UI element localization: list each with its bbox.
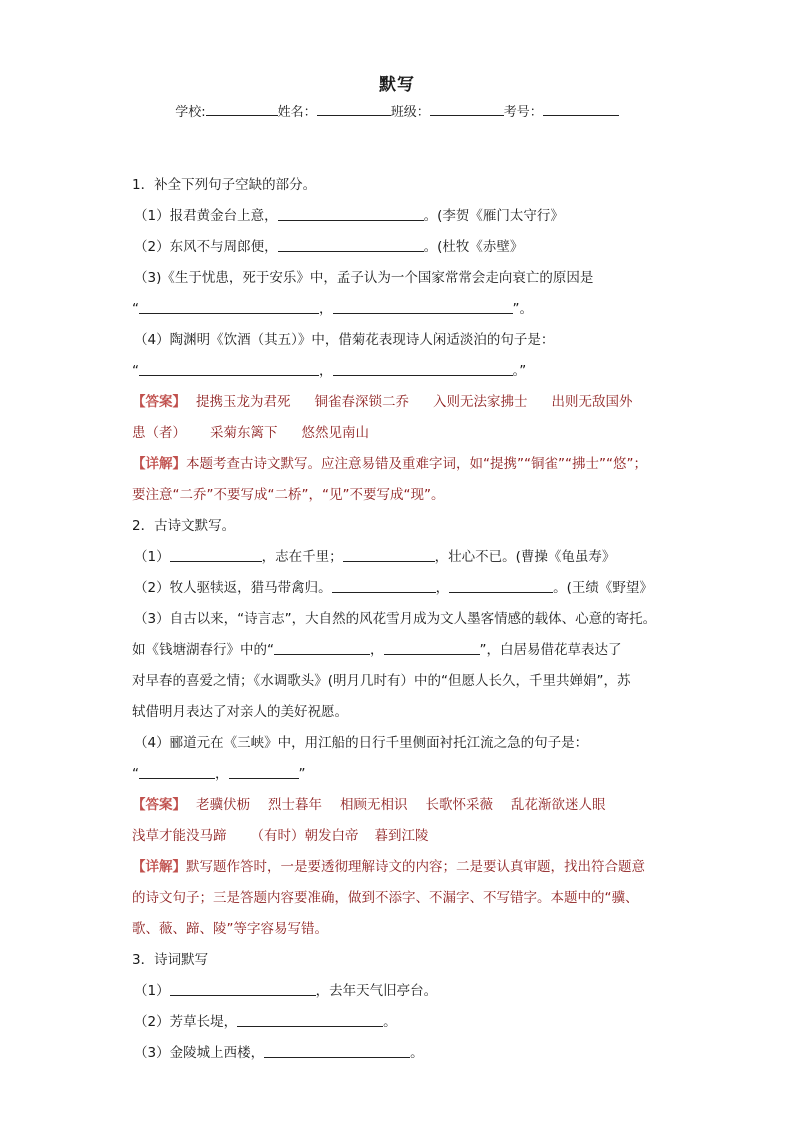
- q3-item-1-num: （1）: [134, 983, 170, 999]
- number-blank[interactable]: [543, 103, 619, 116]
- q2-answer-3: 相顾无相识: [340, 797, 408, 813]
- q1-answer-cont: [132, 418, 672, 449]
- period: 。: [383, 1014, 397, 1030]
- q2-answer-6: 浅草才能没马蹄: [132, 828, 227, 844]
- q1-answer-6: 采菊东篱下: [210, 425, 278, 441]
- name-label: 姓名：: [277, 105, 317, 120]
- q3-item-1: [132, 976, 672, 1007]
- q2-detail-text-1: 默写题作答时，一是要透彻理解诗文的内容；二是要认真审题，找出符合题意: [186, 859, 645, 875]
- open-quote: “: [132, 363, 139, 379]
- q3-item-3: [132, 1038, 672, 1069]
- q2-answer-1: 老骥伏枥: [196, 797, 250, 813]
- q1-item-3-blanks: [132, 294, 672, 325]
- q1-item-2-blank[interactable]: [278, 237, 424, 252]
- q2-item-3-blank-a[interactable]: [274, 640, 370, 655]
- questions: [132, 170, 672, 1069]
- q1-item-2: [132, 232, 672, 263]
- q2-item-1-source: ，壮心不已。(曹操《龟虽寿》: [434, 549, 616, 565]
- comma: ，: [370, 642, 384, 658]
- q2-detail-text-2: 的诗文句子；三是答题内容要准确，做到不添字、不漏字、不写错字。本题中的“骥、: [132, 890, 639, 906]
- q2-item-3-text-a: 如《钱塘湖春行》中的“: [132, 642, 274, 658]
- q1-item-3-blank-b[interactable]: [333, 299, 513, 314]
- q3-heading: 3．诗词默写: [132, 952, 209, 968]
- q1-item-2-text: （2）东风不与周郎便，: [134, 239, 278, 255]
- q2-item-1-blank-b[interactable]: [343, 547, 435, 562]
- q3-item-1-text: ，去年天气旧亭台。: [315, 983, 438, 999]
- detail-label: 【详解】: [132, 456, 186, 472]
- q2-item-4-blank-a[interactable]: [139, 764, 215, 779]
- q1-item-4-text: （4）陶渊明《饮酒（其五）》中，借菊花表现诗人闲适淡泊的句子是：: [134, 332, 555, 348]
- q2-item-1-num: （1）: [134, 549, 170, 565]
- q2-item-2-text: （2）牧人驱犊返，猎马带禽归。: [134, 580, 332, 596]
- school-blank[interactable]: [206, 103, 278, 116]
- q2-item-2-blank-b[interactable]: [449, 578, 553, 593]
- q2-answer-5: 乱花渐欲迷人眼: [511, 797, 606, 813]
- number-label: 考号：: [503, 105, 543, 120]
- q2-answer-8: 暮到江陵: [374, 828, 429, 844]
- detail-label: 【详解】: [132, 859, 186, 875]
- q1-detail-text-2: 要注意“二乔”不要写成“二桥”，“见”不要写成“现”。: [132, 487, 445, 503]
- q1-answer: [132, 387, 672, 418]
- answer-label: 【答案】: [132, 797, 186, 813]
- period: 。: [410, 1045, 424, 1061]
- q1-item-4-blank-a[interactable]: [139, 361, 319, 376]
- q2-answer: [132, 790, 672, 821]
- q2-answer-cont: [132, 821, 672, 852]
- q3-item-1-blank[interactable]: [170, 981, 316, 996]
- q1-item-4-blanks: [132, 356, 672, 387]
- q3-item-3-text: （3）金陵城上西楼，: [134, 1045, 265, 1061]
- q2-item-2-blank-a[interactable]: [332, 578, 436, 593]
- q1-answer-3: 入则无法家拂士: [433, 394, 528, 410]
- q1-answer-1: 提携玉龙为君死: [196, 394, 291, 410]
- q1-answer-4: 出则无敌国外: [551, 394, 633, 410]
- class-label: 班级：: [390, 105, 430, 120]
- q1-answer-5: 患（者）: [132, 425, 186, 441]
- answer-label: 【答案】: [132, 394, 186, 410]
- q2-item-4-text: （4）郦道元在《三峡》中，用江船的日行千里侧面衬托江流之急的句子是：: [134, 735, 589, 751]
- q2-item-3-line-3: 对早春的喜爱之情；《水调歌头》(明月几时有）中的“但愿人长久，千里共婵娟”，苏: [132, 673, 631, 689]
- page-title: 默写: [379, 75, 415, 95]
- q2-item-3-blank-b[interactable]: [384, 640, 480, 655]
- comma: ，: [435, 580, 450, 596]
- q1-item-1-blank[interactable]: [278, 206, 424, 221]
- q1-item-3-blank-a[interactable]: [139, 299, 319, 314]
- open-quote: “: [132, 301, 139, 317]
- q1-item-2-source: 。(杜牧《赤壁》: [423, 239, 524, 255]
- comma: ，: [319, 363, 333, 379]
- q1-item-1-text: （1）报君黄金台上意，: [134, 208, 278, 224]
- q1-item-1-source: 。(李贺《雁门太守行》: [423, 208, 564, 224]
- open-quote: “: [132, 766, 139, 782]
- q1-item-4-blank-b[interactable]: [333, 361, 513, 376]
- class-blank[interactable]: [430, 103, 504, 116]
- q2-item-2-source: 。(王绩《野望》: [553, 580, 653, 596]
- close-quote: 。”: [512, 363, 527, 379]
- q2-item-2: [132, 573, 672, 604]
- close-quote: ”: [298, 766, 306, 782]
- q1-heading: 1．补全下列句子空缺的部分。: [132, 177, 317, 193]
- q2-item-4-blanks: [132, 759, 672, 790]
- q1-answer-2: 铜雀春深锁二乔: [314, 394, 409, 410]
- q1-detail-text-1: 本题考查古诗文默写。应注意易错及重难字词，如“提携”“铜雀”“拂士”“悠”；: [186, 456, 647, 472]
- q2-heading: 2．古诗文默写。: [132, 518, 236, 534]
- comma: ，: [319, 301, 333, 317]
- q2-answer-2: 烈士暮年: [268, 797, 322, 813]
- q3-item-3-blank[interactable]: [264, 1043, 410, 1058]
- q1-detail: [132, 449, 672, 480]
- comma: ，: [215, 766, 229, 782]
- q2-item-1: [132, 542, 672, 573]
- q2-item-3-text-b: ”，白居易借花草表达了: [479, 642, 622, 658]
- q1-answer-7: 悠然见南山: [301, 425, 369, 441]
- q2-item-3-line-2: [132, 635, 672, 666]
- q2-answer-7: （有时）朝发白帝: [250, 828, 359, 844]
- q3-item-2-blank[interactable]: [237, 1012, 383, 1027]
- q1-item-3-text: （3)《生于忧患，死于安乐》中，孟子认为一个国家常常会走向衰亡的原因是: [134, 270, 594, 286]
- q2-detail-text-3: 歌、薇、蹄、陵”等字容易写错。: [132, 921, 328, 937]
- q2-item-3-line-1: （3）自古以来，“诗言志”，大自然的风花雪月成为文人墨客情感的载体、心意的寄托。: [134, 611, 657, 627]
- q2-item-1-blank-a[interactable]: [170, 547, 262, 562]
- q1-item-1: [132, 201, 672, 232]
- q2-item-3-line-4: 轼借明月表达了对亲人的美好祝愿。: [132, 704, 348, 720]
- name-blank[interactable]: [317, 103, 391, 116]
- q2-detail: [132, 852, 672, 883]
- student-info-row: [0, 101, 794, 120]
- q3-item-2-text: （2）芳草长堤，: [134, 1014, 238, 1030]
- school-label: 学校:: [175, 105, 206, 120]
- q2-item-1-text: ，志在千里；: [261, 549, 343, 565]
- close-quote: ”。: [512, 301, 533, 317]
- q2-answer-4: 长歌怀采薇: [425, 797, 493, 813]
- q3-item-2: [132, 1007, 672, 1038]
- q2-item-4-blank-b[interactable]: [229, 764, 299, 779]
